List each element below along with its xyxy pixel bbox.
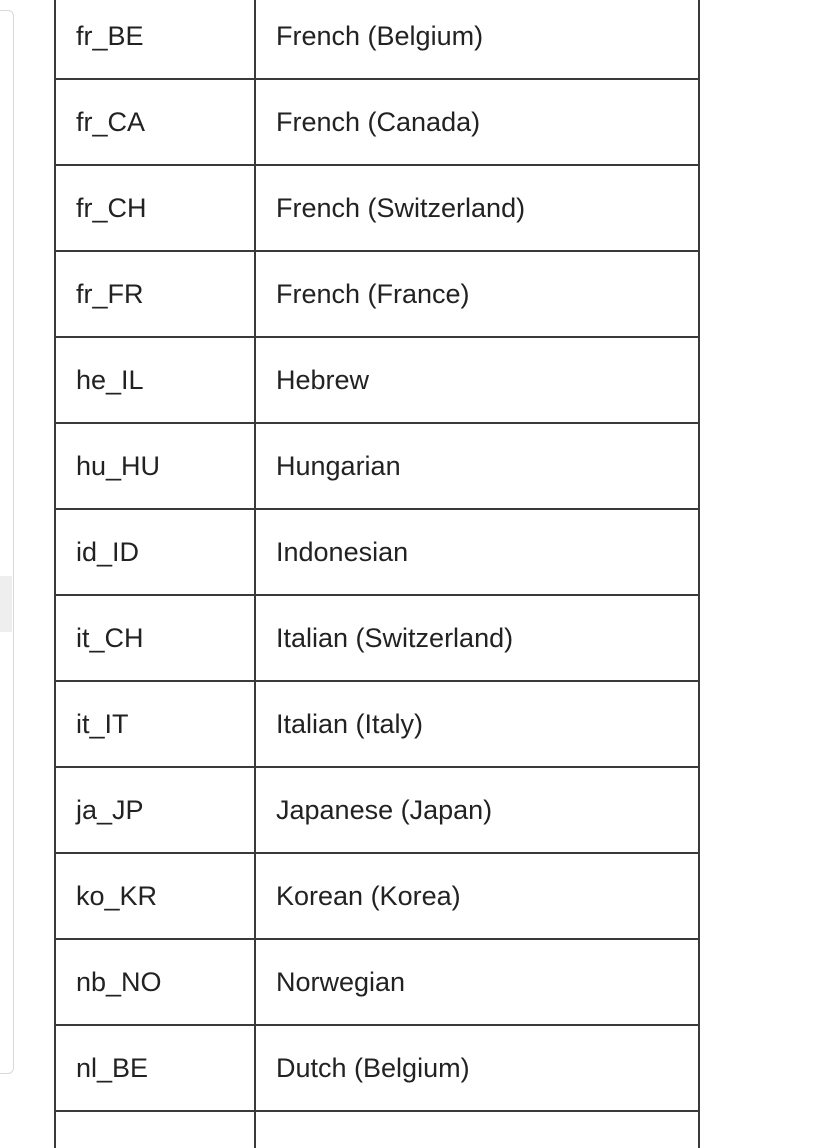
table-row <box>55 1111 699 1148</box>
table-row <box>55 595 699 681</box>
language-name-cell: Italian (Italy) <box>255 681 699 767</box>
locale-code-cell: fr_BE <box>55 0 255 79</box>
language-name-cell: Hebrew <box>255 337 699 423</box>
language-name-cell: Norwegian <box>255 939 699 1025</box>
locale-code-cell: fr_CA <box>55 79 255 165</box>
table-row <box>55 0 699 79</box>
locale-code-cell: it_IT <box>55 681 255 767</box>
table-row <box>55 767 699 853</box>
locale-code-cell <box>55 1111 255 1148</box>
table-row <box>55 681 699 767</box>
language-name-cell: Hungarian <box>255 423 699 509</box>
language-name-cell: Japanese (Japan) <box>255 767 699 853</box>
table-row <box>55 939 699 1025</box>
locale-table-body <box>55 0 699 1148</box>
locale-table-container <box>54 0 698 1148</box>
locale-code-cell: he_IL <box>55 337 255 423</box>
language-name-cell: Dutch (Belgium) <box>255 1025 699 1111</box>
language-name-cell: French (Canada) <box>255 79 699 165</box>
table-row <box>55 165 699 251</box>
table-row <box>55 1025 699 1111</box>
language-name-cell: Indonesian <box>255 509 699 595</box>
locale-code-cell: hu_HU <box>55 423 255 509</box>
locale-code-cell: ko_KR <box>55 853 255 939</box>
locale-code-cell: id_ID <box>55 509 255 595</box>
table-row <box>55 79 699 165</box>
locale-code-cell: it_CH <box>55 595 255 681</box>
left-sidebar-highlight <box>0 576 12 632</box>
table-row <box>55 509 699 595</box>
table-row <box>55 423 699 509</box>
language-name-cell: French (Switzerland) <box>255 165 699 251</box>
locale-code-cell: fr_CH <box>55 165 255 251</box>
language-name-cell: French (France) <box>255 251 699 337</box>
locale-code-cell: nl_BE <box>55 1025 255 1111</box>
locale-code-cell: fr_FR <box>55 251 255 337</box>
language-name-cell <box>255 1111 699 1148</box>
locale-code-cell: ja_JP <box>55 767 255 853</box>
language-name-cell: French (Belgium) <box>255 0 699 79</box>
table-row <box>55 251 699 337</box>
language-name-cell: Korean (Korea) <box>255 853 699 939</box>
locale-table <box>54 0 700 1148</box>
locale-code-cell: nb_NO <box>55 939 255 1025</box>
table-row <box>55 337 699 423</box>
table-row <box>55 853 699 939</box>
left-sidebar-panel <box>0 10 14 1074</box>
language-name-cell: Italian (Switzerland) <box>255 595 699 681</box>
